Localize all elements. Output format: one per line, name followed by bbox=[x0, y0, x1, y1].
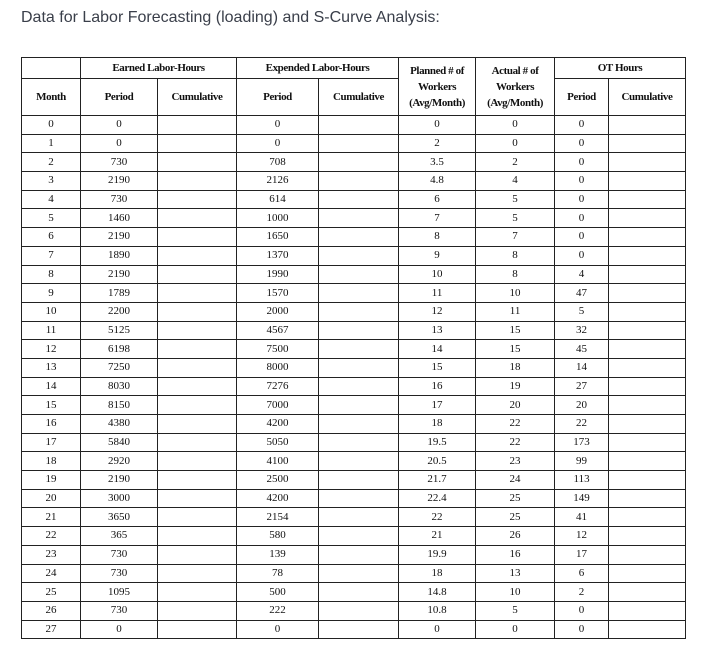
ot-period-cell: 99 bbox=[555, 452, 609, 471]
earned-period-cell: 2190 bbox=[81, 471, 158, 490]
actual-workers-cell: 7 bbox=[476, 228, 555, 247]
expended-period-cell: 500 bbox=[237, 583, 319, 602]
expended-period-cell: 8000 bbox=[237, 358, 319, 377]
actual-workers-cell: 0 bbox=[476, 116, 555, 135]
ot-period-cell: 0 bbox=[555, 134, 609, 153]
planned-workers-cell: 7 bbox=[399, 209, 476, 228]
ot-period-cell: 0 bbox=[555, 153, 609, 172]
table-row bbox=[22, 564, 686, 583]
ot-period-cell: 22 bbox=[555, 415, 609, 434]
actual-workers-cell: 10 bbox=[476, 284, 555, 303]
actual-workers-cell: 2 bbox=[476, 153, 555, 172]
planned-workers-cell: 14.8 bbox=[399, 583, 476, 602]
earned-period-cell: 730 bbox=[81, 153, 158, 172]
expended-cumulative-cell[interactable] bbox=[319, 116, 399, 135]
expended-period-cell: 2000 bbox=[237, 302, 319, 321]
earned-period-cell: 2190 bbox=[81, 265, 158, 284]
table-row bbox=[22, 527, 686, 546]
actual-workers-cell: 5 bbox=[476, 190, 555, 209]
ot-period-cell: 0 bbox=[555, 190, 609, 209]
expended-period-cell: 7000 bbox=[237, 396, 319, 415]
earned-period-cell: 730 bbox=[81, 190, 158, 209]
table-row bbox=[22, 415, 686, 434]
expended-cumulative-cell[interactable] bbox=[319, 527, 399, 546]
ot-cumulative-cell[interactable] bbox=[609, 358, 686, 377]
expended-period-cell: 0 bbox=[237, 116, 319, 135]
ot-cumulative-cell[interactable] bbox=[609, 471, 686, 490]
planned-workers-cell: 21.7 bbox=[399, 471, 476, 490]
ot-period-cell: 0 bbox=[555, 116, 609, 135]
actual-workers-cell: 24 bbox=[476, 471, 555, 490]
table-header bbox=[22, 58, 686, 116]
expended-cumulative-header: Cumulative bbox=[319, 79, 399, 116]
expended-period-header: Period bbox=[237, 79, 319, 116]
table-row bbox=[22, 340, 686, 359]
expended-period-cell: 5050 bbox=[237, 433, 319, 452]
earned-period-cell: 1789 bbox=[81, 284, 158, 303]
actual-workers-cell: 15 bbox=[476, 340, 555, 359]
table-row bbox=[22, 377, 686, 396]
ot-period-cell: 0 bbox=[555, 172, 609, 191]
ot-cumulative-cell[interactable] bbox=[609, 116, 686, 135]
planned-workers-cell: 0 bbox=[399, 116, 476, 135]
table-row bbox=[22, 153, 686, 172]
actual-workers-cell: 10 bbox=[476, 583, 555, 602]
planned-workers-cell: 0 bbox=[399, 620, 476, 639]
ot-cumulative-cell[interactable] bbox=[609, 265, 686, 284]
month-cell: 27 bbox=[22, 620, 81, 639]
actual-workers-cell: 18 bbox=[476, 358, 555, 377]
ot-period-cell: 113 bbox=[555, 471, 609, 490]
ot-cumulative-cell[interactable] bbox=[609, 153, 686, 172]
earned-cumulative-cell[interactable] bbox=[158, 471, 237, 490]
planned-workers-cell: 21 bbox=[399, 527, 476, 546]
expended-cumulative-cell[interactable] bbox=[319, 302, 399, 321]
ot-cumulative-cell[interactable] bbox=[609, 433, 686, 452]
ot-period-cell: 0 bbox=[555, 620, 609, 639]
expended-cumulative-cell[interactable] bbox=[319, 134, 399, 153]
earned-cumulative-cell[interactable] bbox=[158, 321, 237, 340]
planned-workers-cell: 11 bbox=[399, 284, 476, 303]
ot-period-cell: 6 bbox=[555, 564, 609, 583]
actual-workers-cell: 16 bbox=[476, 545, 555, 564]
month-cell: 6 bbox=[22, 228, 81, 247]
earned-cumulative-cell[interactable] bbox=[158, 340, 237, 359]
ot-period-cell: 173 bbox=[555, 433, 609, 452]
earned-cumulative-cell[interactable] bbox=[158, 564, 237, 583]
planned-workers-cell: 18 bbox=[399, 415, 476, 434]
ot-cumulative-cell[interactable] bbox=[609, 340, 686, 359]
expended-cumulative-cell[interactable] bbox=[319, 489, 399, 508]
ot-cumulative-cell[interactable] bbox=[609, 527, 686, 546]
expended-cumulative-cell[interactable] bbox=[319, 340, 399, 359]
ot-cumulative-cell[interactable] bbox=[609, 564, 686, 583]
earned-period-cell: 2190 bbox=[81, 228, 158, 247]
expended-cumulative-cell[interactable] bbox=[319, 583, 399, 602]
expended-period-cell: 1370 bbox=[237, 246, 319, 265]
planned-workers-cell: 22 bbox=[399, 508, 476, 527]
planned-workers-cell: 13 bbox=[399, 321, 476, 340]
ot-cumulative-cell[interactable] bbox=[609, 209, 686, 228]
table-row bbox=[22, 302, 686, 321]
ot-period-header: Period bbox=[555, 79, 609, 116]
earned-period-cell: 0 bbox=[81, 620, 158, 639]
expended-labor-hours-header: Expended Labor-Hours bbox=[237, 58, 399, 79]
earned-cumulative-cell[interactable] bbox=[158, 284, 237, 303]
expended-period-cell: 78 bbox=[237, 564, 319, 583]
table-row bbox=[22, 265, 686, 284]
planned-workers-cell: 2 bbox=[399, 134, 476, 153]
planned-workers-cell: 17 bbox=[399, 396, 476, 415]
ot-period-cell: 0 bbox=[555, 228, 609, 247]
earned-cumulative-cell[interactable] bbox=[158, 377, 237, 396]
ot-cumulative-cell[interactable] bbox=[609, 228, 686, 247]
expended-cumulative-cell[interactable] bbox=[319, 377, 399, 396]
expended-cumulative-cell[interactable] bbox=[319, 564, 399, 583]
table-row bbox=[22, 284, 686, 303]
earned-cumulative-cell[interactable] bbox=[158, 396, 237, 415]
expended-period-cell: 139 bbox=[237, 545, 319, 564]
earned-period-cell: 1460 bbox=[81, 209, 158, 228]
month-cell: 4 bbox=[22, 190, 81, 209]
earned-cumulative-cell[interactable] bbox=[158, 246, 237, 265]
planned-workers-cell: 16 bbox=[399, 377, 476, 396]
table-row bbox=[22, 583, 686, 602]
ot-cumulative-cell[interactable] bbox=[609, 452, 686, 471]
ot-period-cell: 17 bbox=[555, 545, 609, 564]
month-cell: 22 bbox=[22, 527, 81, 546]
earned-period-cell: 2190 bbox=[81, 172, 158, 191]
earned-cumulative-cell[interactable] bbox=[158, 134, 237, 153]
earned-period-cell: 730 bbox=[81, 564, 158, 583]
ot-cumulative-cell[interactable] bbox=[609, 620, 686, 639]
earned-period-cell: 2200 bbox=[81, 302, 158, 321]
expended-cumulative-cell[interactable] bbox=[319, 545, 399, 564]
month-cell: 12 bbox=[22, 340, 81, 359]
table-row bbox=[22, 545, 686, 564]
table-row bbox=[22, 471, 686, 490]
earned-cumulative-cell[interactable] bbox=[158, 583, 237, 602]
planned-workers-cell: 20.5 bbox=[399, 452, 476, 471]
earned-period-cell: 3650 bbox=[81, 508, 158, 527]
actual-workers-cell: 22 bbox=[476, 415, 555, 434]
earned-period-cell: 2920 bbox=[81, 452, 158, 471]
earned-period-cell: 4380 bbox=[81, 415, 158, 434]
earned-period-cell: 8030 bbox=[81, 377, 158, 396]
planned-workers-cell: 3.5 bbox=[399, 153, 476, 172]
expended-cumulative-cell[interactable] bbox=[319, 172, 399, 191]
earned-period-cell: 6198 bbox=[81, 340, 158, 359]
ot-period-cell: 20 bbox=[555, 396, 609, 415]
actual-workers-cell: 5 bbox=[476, 209, 555, 228]
table-row bbox=[22, 116, 686, 135]
ot-period-cell: 45 bbox=[555, 340, 609, 359]
earned-cumulative-cell[interactable] bbox=[158, 601, 237, 620]
month-group-header bbox=[22, 58, 81, 79]
earned-period-cell: 3000 bbox=[81, 489, 158, 508]
expended-cumulative-cell[interactable] bbox=[319, 396, 399, 415]
actual-workers-cell: 26 bbox=[476, 527, 555, 546]
planned-workers-cell: 10 bbox=[399, 265, 476, 284]
ot-cumulative-cell[interactable] bbox=[609, 190, 686, 209]
ot-cumulative-cell[interactable] bbox=[609, 246, 686, 265]
ot-cumulative-cell[interactable] bbox=[609, 508, 686, 527]
ot-cumulative-cell[interactable] bbox=[609, 321, 686, 340]
earned-cumulative-cell[interactable] bbox=[158, 433, 237, 452]
month-cell: 0 bbox=[22, 116, 81, 135]
expended-period-cell: 0 bbox=[237, 134, 319, 153]
expended-cumulative-cell[interactable] bbox=[319, 471, 399, 490]
month-cell: 23 bbox=[22, 545, 81, 564]
expended-period-cell: 2500 bbox=[237, 471, 319, 490]
actual-workers-cell: 25 bbox=[476, 489, 555, 508]
planned-workers-cell: 19.9 bbox=[399, 545, 476, 564]
expended-cumulative-cell[interactable] bbox=[319, 433, 399, 452]
labor-forecast-table-panel bbox=[21, 57, 685, 641]
month-cell: 11 bbox=[22, 321, 81, 340]
table-row bbox=[22, 321, 686, 340]
month-cell: 24 bbox=[22, 564, 81, 583]
month-cell: 1 bbox=[22, 134, 81, 153]
earned-cumulative-header: Cumulative bbox=[158, 79, 237, 116]
ot-cumulative-cell[interactable] bbox=[609, 489, 686, 508]
ot-period-cell: 0 bbox=[555, 601, 609, 620]
earned-cumulative-cell[interactable] bbox=[158, 620, 237, 639]
table-row bbox=[22, 396, 686, 415]
earned-cumulative-cell[interactable] bbox=[158, 545, 237, 564]
table-row bbox=[22, 433, 686, 452]
expended-period-cell: 1650 bbox=[237, 228, 319, 247]
table-row bbox=[22, 358, 686, 377]
expended-cumulative-cell[interactable] bbox=[319, 228, 399, 247]
table-row bbox=[22, 228, 686, 247]
table-row bbox=[22, 601, 686, 620]
month-cell: 5 bbox=[22, 209, 81, 228]
ot-period-cell: 149 bbox=[555, 489, 609, 508]
month-cell: 21 bbox=[22, 508, 81, 527]
planned-workers-header: Planned # of Workers (Avg/Month) bbox=[399, 58, 476, 116]
expended-period-cell: 4200 bbox=[237, 415, 319, 434]
planned-workers-cell: 18 bbox=[399, 564, 476, 583]
ot-period-cell: 0 bbox=[555, 209, 609, 228]
expended-cumulative-cell[interactable] bbox=[319, 508, 399, 527]
month-cell: 3 bbox=[22, 172, 81, 191]
ot-period-cell: 0 bbox=[555, 246, 609, 265]
month-header: Month bbox=[22, 79, 81, 116]
planned-workers-cell: 4.8 bbox=[399, 172, 476, 191]
earned-cumulative-cell[interactable] bbox=[158, 527, 237, 546]
actual-workers-cell: 15 bbox=[476, 321, 555, 340]
actual-workers-header: Actual # of Workers (Avg/Month) bbox=[476, 58, 555, 116]
expended-cumulative-cell[interactable] bbox=[319, 265, 399, 284]
earned-cumulative-cell[interactable] bbox=[158, 265, 237, 284]
earned-period-cell: 365 bbox=[81, 527, 158, 546]
expended-period-cell: 580 bbox=[237, 527, 319, 546]
earned-cumulative-cell[interactable] bbox=[158, 415, 237, 434]
table-row bbox=[22, 246, 686, 265]
actual-workers-cell: 5 bbox=[476, 601, 555, 620]
expended-cumulative-cell[interactable] bbox=[319, 415, 399, 434]
expended-cumulative-cell[interactable] bbox=[319, 321, 399, 340]
month-cell: 13 bbox=[22, 358, 81, 377]
actual-workers-cell: 8 bbox=[476, 265, 555, 284]
ot-cumulative-cell[interactable] bbox=[609, 415, 686, 434]
expended-period-cell: 7276 bbox=[237, 377, 319, 396]
labor-forecast-table bbox=[21, 57, 686, 639]
ot-period-cell: 12 bbox=[555, 527, 609, 546]
planned-workers-cell: 15 bbox=[399, 358, 476, 377]
expended-period-cell: 0 bbox=[237, 620, 319, 639]
earned-cumulative-cell[interactable] bbox=[158, 302, 237, 321]
month-cell: 26 bbox=[22, 601, 81, 620]
month-cell: 14 bbox=[22, 377, 81, 396]
ot-cumulative-cell[interactable] bbox=[609, 396, 686, 415]
earned-period-cell: 730 bbox=[81, 601, 158, 620]
expended-period-cell: 1990 bbox=[237, 265, 319, 284]
actual-workers-cell: 4 bbox=[476, 172, 555, 191]
earned-period-cell: 1095 bbox=[81, 583, 158, 602]
table-row bbox=[22, 190, 686, 209]
ot-period-cell: 4 bbox=[555, 265, 609, 284]
actual-workers-cell: 11 bbox=[476, 302, 555, 321]
month-cell: 15 bbox=[22, 396, 81, 415]
month-cell: 10 bbox=[22, 302, 81, 321]
ot-cumulative-cell[interactable] bbox=[609, 284, 686, 303]
month-cell: 18 bbox=[22, 452, 81, 471]
table-row bbox=[22, 172, 686, 191]
table-row bbox=[22, 508, 686, 527]
planned-workers-cell: 12 bbox=[399, 302, 476, 321]
planned-workers-cell: 9 bbox=[399, 246, 476, 265]
actual-workers-cell: 25 bbox=[476, 508, 555, 527]
expended-period-cell: 1000 bbox=[237, 209, 319, 228]
month-cell: 25 bbox=[22, 583, 81, 602]
ot-period-cell: 47 bbox=[555, 284, 609, 303]
ot-period-cell: 41 bbox=[555, 508, 609, 527]
actual-workers-cell: 19 bbox=[476, 377, 555, 396]
actual-workers-cell: 22 bbox=[476, 433, 555, 452]
table-row bbox=[22, 452, 686, 471]
planned-workers-cell: 19.5 bbox=[399, 433, 476, 452]
month-cell: 17 bbox=[22, 433, 81, 452]
earned-period-cell: 5125 bbox=[81, 321, 158, 340]
ot-cumulative-cell[interactable] bbox=[609, 377, 686, 396]
month-cell: 20 bbox=[22, 489, 81, 508]
earned-cumulative-cell[interactable] bbox=[158, 228, 237, 247]
table-row bbox=[22, 209, 686, 228]
actual-workers-cell: 0 bbox=[476, 134, 555, 153]
month-cell: 8 bbox=[22, 265, 81, 284]
actual-workers-cell: 0 bbox=[476, 620, 555, 639]
expended-cumulative-cell[interactable] bbox=[319, 153, 399, 172]
expended-period-cell: 1570 bbox=[237, 284, 319, 303]
ot-period-cell: 5 bbox=[555, 302, 609, 321]
earned-period-cell: 0 bbox=[81, 134, 158, 153]
planned-workers-cell: 14 bbox=[399, 340, 476, 359]
month-cell: 2 bbox=[22, 153, 81, 172]
expended-cumulative-cell[interactable] bbox=[319, 620, 399, 639]
actual-workers-cell: 13 bbox=[476, 564, 555, 583]
actual-workers-cell: 23 bbox=[476, 452, 555, 471]
ot-cumulative-cell[interactable] bbox=[609, 302, 686, 321]
month-cell: 9 bbox=[22, 284, 81, 303]
earned-cumulative-cell[interactable] bbox=[158, 358, 237, 377]
ot-cumulative-cell[interactable] bbox=[609, 583, 686, 602]
expended-cumulative-cell[interactable] bbox=[319, 358, 399, 377]
expended-period-cell: 4100 bbox=[237, 452, 319, 471]
ot-period-cell: 14 bbox=[555, 358, 609, 377]
actual-workers-cell: 20 bbox=[476, 396, 555, 415]
actual-workers-cell: 8 bbox=[476, 246, 555, 265]
expended-cumulative-cell[interactable] bbox=[319, 601, 399, 620]
expended-cumulative-cell[interactable] bbox=[319, 452, 399, 471]
earned-cumulative-cell[interactable] bbox=[158, 508, 237, 527]
table-body bbox=[22, 116, 686, 639]
expended-cumulative-cell[interactable] bbox=[319, 209, 399, 228]
earned-cumulative-cell[interactable] bbox=[158, 452, 237, 471]
ot-period-cell: 32 bbox=[555, 321, 609, 340]
planned-workers-cell: 10.8 bbox=[399, 601, 476, 620]
page-title: Data for Labor Forecasting (loading) and S-Curve Analysis: bbox=[21, 9, 440, 26]
ot-cumulative-cell[interactable] bbox=[609, 134, 686, 153]
earned-period-cell: 1890 bbox=[81, 246, 158, 265]
table-row bbox=[22, 134, 686, 153]
earned-cumulative-cell[interactable] bbox=[158, 172, 237, 191]
planned-workers-cell: 8 bbox=[399, 228, 476, 247]
expended-period-cell: 708 bbox=[237, 153, 319, 172]
earned-period-cell: 8150 bbox=[81, 396, 158, 415]
expended-period-cell: 614 bbox=[237, 190, 319, 209]
earned-labor-hours-header: Earned Labor-Hours bbox=[81, 58, 237, 79]
earned-cumulative-cell[interactable] bbox=[158, 153, 237, 172]
earned-period-cell: 0 bbox=[81, 116, 158, 135]
month-cell: 19 bbox=[22, 471, 81, 490]
expended-period-cell: 222 bbox=[237, 601, 319, 620]
expended-cumulative-cell[interactable] bbox=[319, 246, 399, 265]
earned-cumulative-cell[interactable] bbox=[158, 209, 237, 228]
expended-cumulative-cell[interactable] bbox=[319, 190, 399, 209]
table-row bbox=[22, 620, 686, 639]
earned-period-cell: 5840 bbox=[81, 433, 158, 452]
earned-period-cell: 730 bbox=[81, 545, 158, 564]
expended-period-cell: 2154 bbox=[237, 508, 319, 527]
table-row bbox=[22, 489, 686, 508]
planned-workers-cell: 22.4 bbox=[399, 489, 476, 508]
ot-period-cell: 27 bbox=[555, 377, 609, 396]
earned-cumulative-cell[interactable] bbox=[158, 190, 237, 209]
expended-cumulative-cell[interactable] bbox=[319, 284, 399, 303]
month-cell: 7 bbox=[22, 246, 81, 265]
expended-period-cell: 4200 bbox=[237, 489, 319, 508]
ot-cumulative-cell[interactable] bbox=[609, 545, 686, 564]
ot-cumulative-cell[interactable] bbox=[609, 601, 686, 620]
earned-cumulative-cell[interactable] bbox=[158, 489, 237, 508]
ot-cumulative-cell[interactable] bbox=[609, 172, 686, 191]
expended-period-cell: 2126 bbox=[237, 172, 319, 191]
expended-period-cell: 7500 bbox=[237, 340, 319, 359]
month-cell: 16 bbox=[22, 415, 81, 434]
earned-cumulative-cell[interactable] bbox=[158, 116, 237, 135]
earned-period-header: Period bbox=[81, 79, 158, 116]
ot-hours-header: OT Hours bbox=[555, 58, 686, 79]
ot-cumulative-header: Cumulative bbox=[609, 79, 686, 116]
expended-period-cell: 4567 bbox=[237, 321, 319, 340]
earned-period-cell: 7250 bbox=[81, 358, 158, 377]
planned-workers-cell: 6 bbox=[399, 190, 476, 209]
ot-period-cell: 2 bbox=[555, 583, 609, 602]
